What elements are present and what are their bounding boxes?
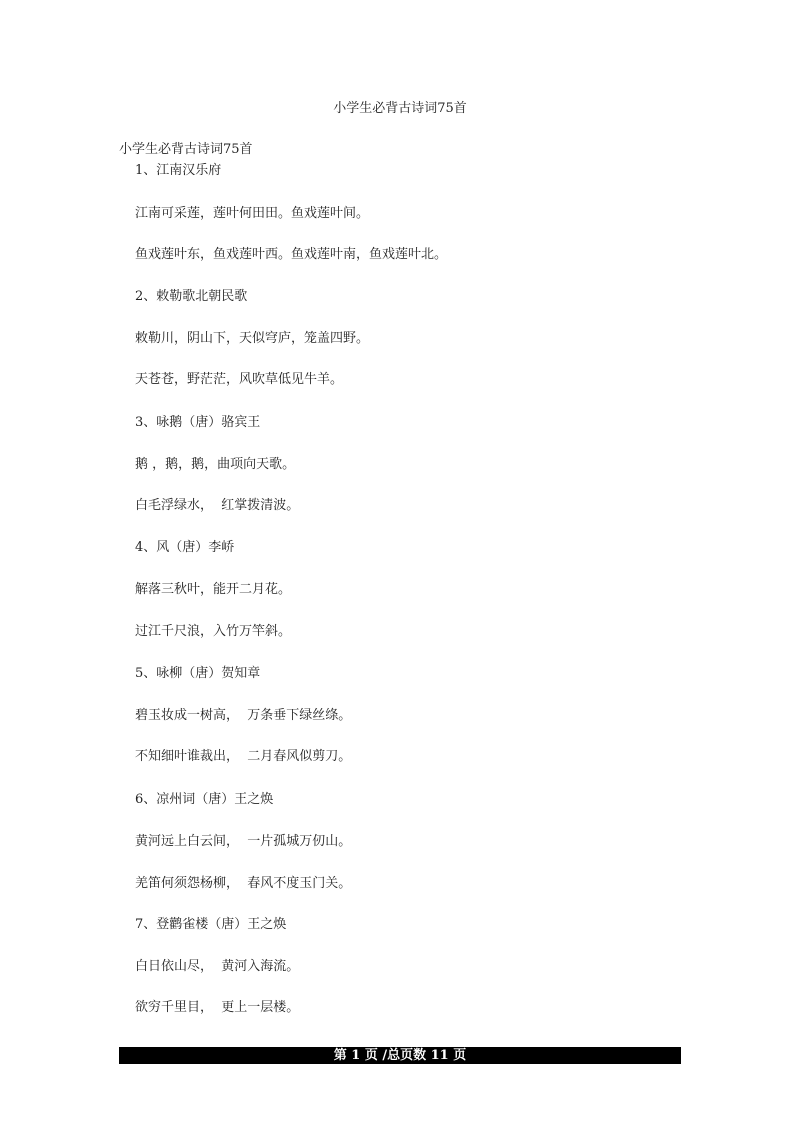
poem-line: 白日依山尽， 黄河入海流。: [135, 959, 300, 974]
poem-line: 敕勒川，阴山下，天似穹庐，笼盖四野。: [135, 331, 370, 346]
poem-title-4: 4、风（唐）李峤: [135, 540, 235, 555]
poem-line: 鹅 ，鹅，鹅，曲项向天歌。: [135, 457, 296, 472]
page-title: 小学生必背古诗词75首: [333, 101, 467, 116]
poem-line: 羌笛何须怨杨柳， 春风不度玉门关。: [135, 876, 352, 891]
poem-line: 不知细叶谁裁出， 二月春风似剪刀。: [135, 749, 352, 764]
poem-line: 过江千尺浪，入竹万竿斜。: [135, 624, 292, 639]
poem-title-5: 5、咏柳（唐）贺知章: [135, 666, 261, 681]
poem-line: 鱼戏莲叶东，鱼戏莲叶西。鱼戏莲叶南，鱼戏莲叶北。: [135, 247, 448, 262]
poem-line: 欲穷千里目， 更上一层楼。: [135, 1000, 300, 1015]
poem-title-2: 2、敕勒歌北朝民歌: [135, 289, 248, 304]
poem-title-1: 1、江南汉乐府: [135, 163, 222, 178]
page-footer: 第 1 页 /总页数 11 页: [119, 1047, 681, 1064]
poem-line: 黄河远上白云间， 一片孤城万仞山。: [135, 834, 352, 849]
poem-line: 江南可采莲，莲叶何田田。鱼戏莲叶间。: [135, 206, 370, 221]
poem-line: 天苍苍，野茫茫，风吹草低见牛羊。: [135, 372, 344, 387]
poem-line: 白毛浮绿水， 红掌拨清波。: [135, 498, 300, 513]
poem-title-7: 7、登鹳雀楼（唐）王之焕: [135, 917, 287, 932]
poem-title-6: 6、凉州词（唐）王之焕: [135, 792, 274, 807]
poem-line: 碧玉妆成一树高， 万条垂下绿丝绦。: [135, 708, 352, 723]
poem-line: 解落三秋叶，能开二月花。: [135, 582, 292, 597]
document-heading: 小学生必背古诗词75首: [119, 142, 253, 157]
poem-title-3: 3、咏鹅（唐）骆宾王: [135, 415, 261, 430]
